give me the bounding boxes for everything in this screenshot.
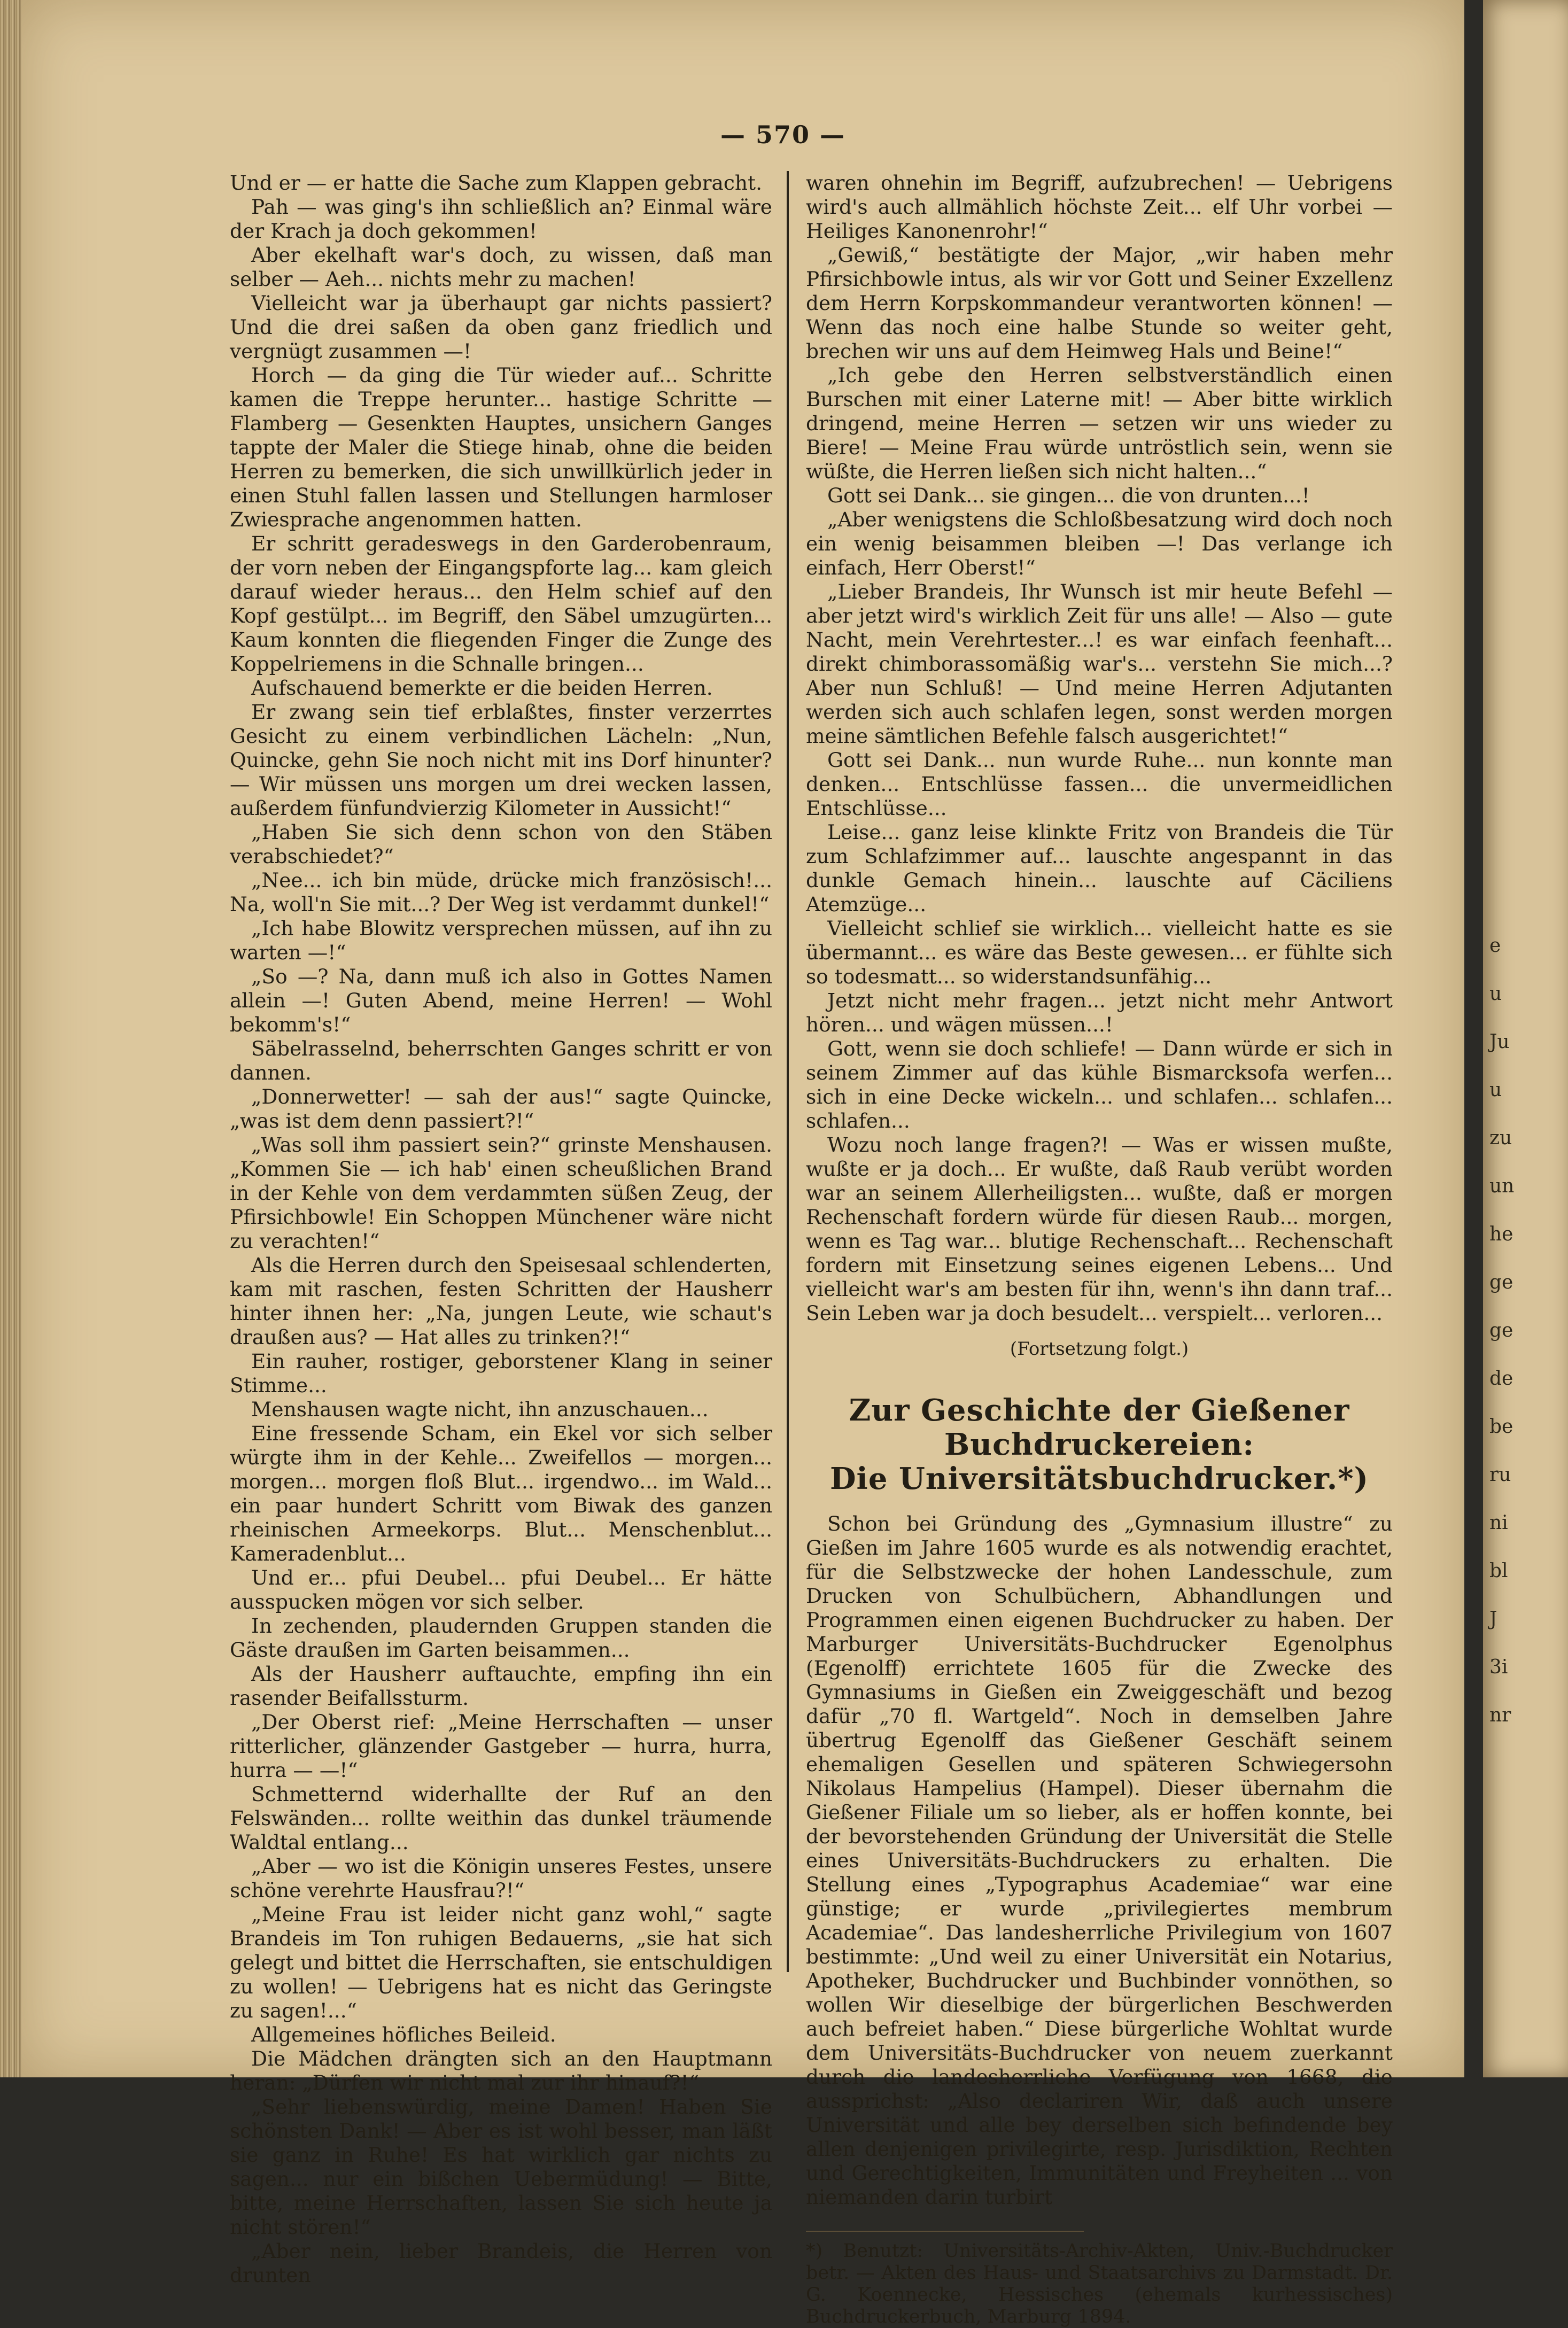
article-heading — [806, 1393, 1393, 1496]
paragraph: Ein rauher, rostiger, geborstener Klang in seiner Stimme... — [230, 1349, 772, 1397]
paragraph: Aber ekelhaft war's doch, zu wissen, daß man selber — Aeh... nichts mehr zu machen! — [230, 243, 772, 291]
paragraph: Jetzt nicht mehr fragen... jetzt nicht mehr Antwort hören... und wägen müssen...! — [806, 989, 1393, 1036]
next-page-fragment: u — [1489, 1079, 1502, 1101]
next-page-fragment: 3i — [1489, 1656, 1508, 1678]
continuation-note: (Fortsetzung folgt.) — [1010, 1338, 1189, 1360]
paragraph: Und er... pfui Deubel... pfui Deubel... Er hätte ausspucken mögen vor sich selber. — [230, 1566, 772, 1613]
footnote-text: *) Benutzt: Universitäts-Archiv-Akten, Univ.-Buchdrucker betr. — Akten des Haus- und Staatsarchivs zu Darmstadt. Dr. G. Koennecke, Hessisches (ehemals kurhessisches) Buchdruckerbuch, Marburg 1894. — [806, 2240, 1393, 2327]
paragraph: „Meine Frau ist leider nicht ganz wohl,“ sagte Brandeis im Ton ruhigen Bedauerns, „sie hat sich gelegt und bittet die Herrschaften, sie entschuldigen zu wollen! — Uebrigens hat es nicht das Geringste zu sagen!...“ — [230, 1903, 772, 2022]
paragraph: „Haben Sie sich denn schon von den Stäben verabschiedet?“ — [230, 820, 772, 868]
paragraph: Allgemeines höfliches Beileid. — [251, 2023, 556, 2046]
paragraph: Gott sei Dank... nun wurde Ruhe... nun konnte man denken... Entschlüsse fassen... die unvermeidlichen Entschlüsse... — [806, 748, 1393, 820]
next-page-fragment: ru — [1489, 1464, 1511, 1486]
paragraph: Und er — er hatte die Sache zum Klappen gebracht. — [230, 171, 763, 195]
paragraph: Die Mädchen drängten sich an den Hauptmann heran: „Dürfen wir nicht mal zur ihr hinauf?!“ — [230, 2047, 772, 2094]
paragraph: Horch — da ging die Tür wieder auf... Schritte kamen die Treppe herunter... hastige Schritte — Flamberg — Gesenkten Hauptes, unsichern Ganges tappte der Maler die Stiege hinab, ohne die beiden Herren zu bemerken, die sich unwillkürlich jeder in einen Stuhl fallen lassen und Stellungen harmloser Zwiesprache angenommen hatten. — [230, 363, 772, 531]
next-page-fragment: ge — [1489, 1271, 1513, 1293]
paragraph: „Aber nein, lieber Brandeis, die Herren von drunten — [230, 2239, 772, 2287]
article-heading-line2: Die Universitätsbuchdrucker.*) — [829, 1461, 1369, 1496]
paragraph: Gott, wenn sie doch schliefe! — Dann würde er sich in seinem Zimmer auf das kühle Bismarcksofa werfen... sich in eine Decke wickeln... und schlafen... schlafen... schlafen... — [806, 1037, 1393, 1132]
paragraph: Eine fressende Scham, ein Ekel vor sich selber würgte ihm in der Kehle... Zweifellos — morgen... morgen... morgen floß Blut... irgendwo... im Wald... ein paar hundert Schritt vom Biwak des ganzen rheinischen Armeekorps. Blut... Menschenblut... Kameradenblut... — [230, 1422, 772, 1565]
right-column — [806, 171, 1393, 2328]
paragraph: Als der Hausherr auftauchte, empfing ihn ein rasender Beifallssturm. — [230, 1662, 772, 1710]
paragraph: Schmetternd widerhallte der Ruf an den Felswänden... rollte weithin das dunkel träumende Waldtal entlang... — [230, 1782, 772, 1854]
paragraph: Vielleicht schlief sie wirklich... vielleicht hatte es sie übermannt... es wäre das Beste gewesen... er fühlte sich so todesmatt... so widerstandsunfähig... — [806, 917, 1393, 988]
paragraph: Leise... ganz leise klinkte Fritz von Brandeis die Tür zum Schlafzimmer auf... lauschte angespannt in das dunkle Gemach hinein... lauschte auf Cäciliens Atemzüge... — [806, 820, 1393, 916]
next-page-fragment: J — [1489, 1608, 1497, 1630]
article-footnote — [806, 2231, 1393, 2328]
next-page-fragment: he — [1489, 1223, 1513, 1245]
paragraph: Säbelrasselnd, beherrschten Ganges schritt er von dannen. — [230, 1037, 772, 1084]
paragraph: „Was soll ihm passiert sein?“ grinste Menshausen. „Kommen Sie — ich hab' einen scheußlichen Brand in der Kehle von dem verdammten süßen Zeug, der Pfirsichbowle! Ein Schoppen Münchener wäre nicht zu verachten!“ — [230, 1133, 772, 1253]
paragraph: „Nee... ich bin müde, drücke mich französisch!... Na, woll'n Sie mit...? Der Weg ist verdammt dunkel!“ — [230, 868, 772, 916]
next-page-fragment: Ju — [1489, 1031, 1510, 1053]
paragraph: „Der Oberst rief: „Meine Herrschaften — unser ritterlicher, glänzender Gastgeber — hurra, hurra, hurra — —!“ — [230, 1710, 772, 1782]
article-body: Schon bei Gründung des „Gymnasium illustre“ zu Gießen im Jahre 1605 wurde es als notwendig erachtet, für die Selbstzwecke der hohen Landesschule, zum Drucken von Schulbüchern, Abhandlungen und Programmen einen eigenen Buchdrucker zu haben. Der Marburger Universitäts-Buchdrucker Egenolphus (Egenolff) errichtete 1605 für die Zwecke des Gymnasiums in Gießen ein Zweiggeschäft und bezog dafür „70 fl. Wartgeld“. Noch in demselben Jahre übertrug Egenolff das Gießener Geschäft seinem ehemaligen Gesellen und späteren Schwiegersohn Nikolaus Hampelius (Hampel). Dieser übernahm die Gießener Filiale um so lieber, als er hoffen konnte, bei der bevorstehenden Gründung der Universität die Stelle eines Universitäts-Buchdruckers zu erhalten. Die Stellung eines „Typographus Academiae“ war eine günstige; er wurde „privilegiertes membrum Academiae“. Das landesherrliche Privilegium von 1607 bestimmte: „Und weil zu einer Universität ein Notarius, Apotheker, Buchdrucker und Buchbinder vonnöthen, so wollen Wir dieselbige der bürgerlichen Beschwerden auch befreiet haben.“ Diese bürgerliche Wohltat wurde dem Universitäts-Buchdrucker von neuem zuerkannt durch die landesherrliche Verfügung von 1668, die aussprichst: „Also declariren Wir, daß auch unsere Universität und alle bey derselben sich befindende bey allen denjenigen privilegirte, resp. Jurisdiktion, Rechten und Gerechtigkeiten, Immunitäten und Freyheiten ... von niemanden darin turbirt — [806, 1512, 1393, 2209]
left-column — [230, 171, 772, 2287]
paragraph: Wozu noch lange fragen?! — Was er wissen mußte, wußte er ja doch... Er wußte, daß Raub verübt worden war an seinem Allerheiligsten... wußte, daß er morgen Rechenschaft fordern würde für diesen Raub... morgen, wenn es Tag war... blutige Rechenschaft... Rechenschaft fordern mit Einsetzung seines eigenen Lebens... Und vielleicht war's am besten für ihn, wenn's ihn dann traf... Sein Leben war ja doch besudelt... verspielt... verloren... — [806, 1133, 1393, 1325]
paragraph: „Donnerwetter! — sah der aus!“ sagte Quincke, „was ist dem denn passiert?!“ — [230, 1085, 772, 1132]
next-page-fragment: bl — [1489, 1560, 1508, 1582]
article-heading-line1: Zur Geschichte der Gießener Buchdruckereien: — [849, 1393, 1350, 1462]
next-page-edge — [1483, 0, 1568, 2077]
next-page-fragment: ni — [1489, 1512, 1508, 1534]
column-rule — [787, 171, 789, 1972]
paragraph: „Gewiß,“ bestätigte der Major, „wir haben mehr Pfirsichbowle intus, als wir vor Gott und Seiner Exzellenz dem Herrn Korpskommandeur verantworten können! — Wenn das noch eine halbe Stunde so weiter geht, brechen wir uns auf dem Heimweg Hals und Beine!“ — [806, 243, 1393, 363]
paragraph: „Lieber Brandeis, Ihr Wunsch ist mir heute Befehl — aber jetzt wird's wirklich Zeit für uns alle! — Also — gute Nacht, mein Verehrtester...! es war einfach feenhaft... direkt chimborassomäßig war's... verstehn Sie mich...? Aber nun Schluß! — Und meine Herren Adjutanten werden sich auch schlafen legen, sonst werden morgen meine sämtlichen Befehle falsch ausgerichtet!“ — [806, 580, 1393, 748]
paragraph: „Aber wenigstens die Schloßbesatzung wird doch noch ein wenig beisammen bleiben —! Das verlange ich einfach, Herr Oberst!“ — [806, 508, 1393, 579]
paragraph: Vielleicht war ja überhaupt gar nichts passiert? Und die drei saßen da oben ganz friedlich und vergnügt zusammen —! — [230, 291, 772, 363]
paragraph: Menshausen wagte nicht, ihn anzuschauen... — [251, 1398, 709, 1421]
paragraph: „Sehr liebenswürdig, meine Damen! Haben Sie schönsten Dank! — Aber es ist wohl besser, man läßt sie ganz in Ruhe! Es hat wirklich gar nichts zu sagen... nur ein bißchen Uebermüdung! — Bitte, bitte, meine Herrschaften, lassen Sie sich heute ja nicht stören!“ — [230, 2095, 772, 2239]
paragraph: In zechenden, plaudernden Gruppen standen die Gäste draußen im Garten beisammen... — [230, 1614, 772, 1662]
paragraph: Er zwang sein tief erblaßtes, finster verzerrtes Gesicht zu einem verbindlichen Lächeln: „Nun, Quincke, gehn Sie noch nicht mit ins Dorf hinunter? — Wir müssen uns morgen um drei wecken lassen, außerdem fünfundvierzig Kilometer in Aussicht!“ — [230, 700, 772, 820]
next-page-fragment: un — [1489, 1175, 1515, 1197]
page-number: — 570 — — [720, 120, 846, 149]
next-page-fragment: nr — [1489, 1704, 1511, 1726]
novel-continuation — [806, 171, 1393, 1325]
next-page-fragment: zu — [1489, 1127, 1512, 1149]
paragraph: Als die Herren durch den Speisesaal schlenderten, kam mit raschen, festen Schritten der Hausherr hinter ihnen her: „Na, jungen Leute, wie schaut's draußen aus? — Hat alles zu trinken?!“ — [230, 1253, 772, 1349]
next-page-fragment: u — [1489, 983, 1502, 1005]
paragraph: Aufschauend bemerkte er die beiden Herren. — [251, 676, 713, 700]
paragraph: „Ich gebe den Herren selbstverständlich einen Burschen mit einer Laterne mit! — Aber bitte wirklich dringend, meine Herren — setzen wir uns wieder zu Biere! — Meine Frau würde untröstlich sein, wenn sie wüßte, die Herren ließen sich nicht halten...“ — [806, 363, 1393, 483]
paragraph: „Ich habe Blowitz versprechen müssen, auf ihn zu warten —!“ — [230, 917, 772, 964]
next-page-fragment: be — [1489, 1416, 1513, 1438]
next-page-fragment: e — [1489, 935, 1501, 957]
paragraph: Pah — was ging's ihn schließlich an? Einmal wäre der Krach ja doch gekommen! — [230, 195, 772, 243]
paragraph: Gott sei Dank... sie gingen... die von drunten...! — [827, 484, 1310, 507]
paragraph: waren ohnehin im Begriff, aufzubrechen! — Uebrigens wird's auch allmählich höchste Zeit... elf Uhr vorbei — Heiliges Kanonenrohr!“ — [806, 171, 1393, 243]
paragraph: „Aber — wo ist die Königin unseres Festes, unsere schöne verehrte Hausfrau?!“ — [230, 1854, 772, 1902]
paragraph: „So —? Na, dann muß ich also in Gottes Namen allein —! Guten Abend, meine Herren! — Wohl bekomm's!“ — [230, 965, 772, 1036]
paragraph: Er schritt geradeswegs in den Garderobenraum, der vorn neben der Eingangspforte lag... kam gleich darauf wieder heraus... den Helm schief auf den Kopf gestülpt... im Begriff, den Säbel umzugürten... Kaum konnten die fliegenden Finger die Zunge des Koppelriemens in die Schnalle bringen... — [230, 532, 772, 676]
next-page-fragment: de — [1489, 1368, 1513, 1390]
next-page-fragment: ge — [1489, 1320, 1513, 1341]
